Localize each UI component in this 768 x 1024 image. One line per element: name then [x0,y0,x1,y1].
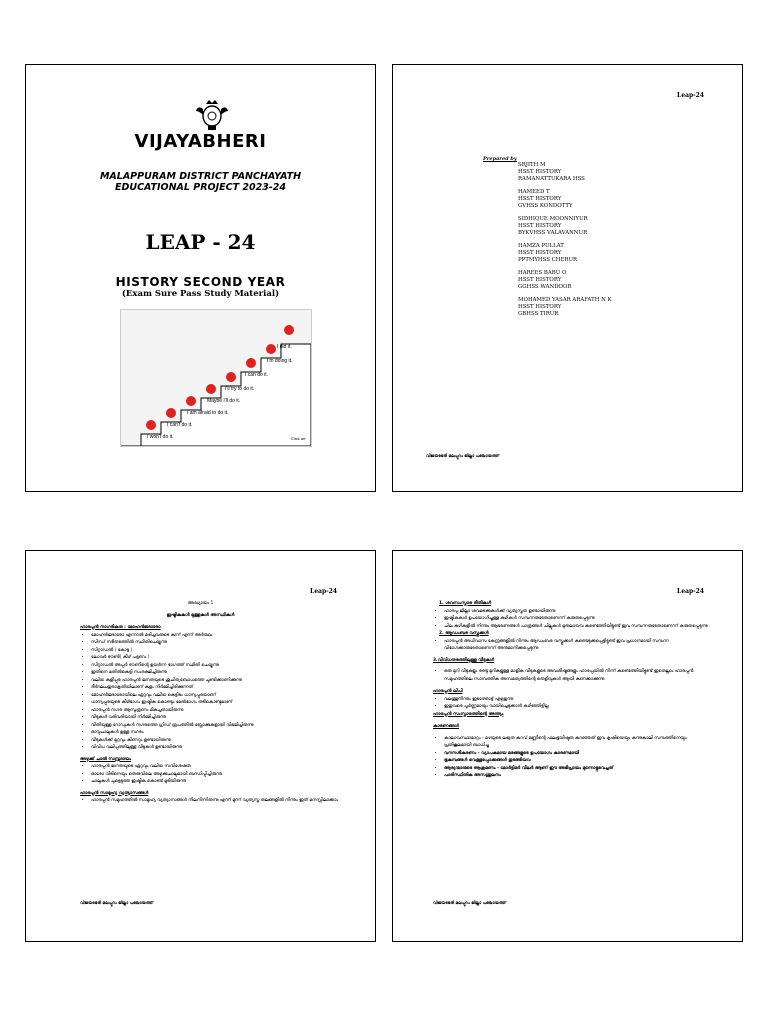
page-header: Leap-24 [677,92,704,99]
page-footer: വിജയഭേരി മലപ്പുറം ജില്ലാ പഞ്ചായത്ത് [80,900,154,905]
section-heading: ഹാരപ്പൻ സാമൂഹ്യ വ്യത്യാസങ്ങൾ [80,790,149,796]
motivation-stairs-image [120,309,312,447]
preparers-page [392,64,743,492]
cover-page [25,64,376,492]
notes-page-1 [25,550,376,942]
subject-title: HISTORY SECOND YEAR [115,275,286,289]
stair-phrase-3: I can do it. [245,372,269,378]
bullet-list: • ഹാരപ്പ ജില്ലാ ശവമടക്കുകൾക്ക് വ്യത്യസ്തത ഉണ്ടായിരുന്നു • ഇഷ്ടികകൾ ഉപയോഗിച്ചുള്ള കുഴികൾ സമ്പന്നരുടേതാണെന്ന് കരുതപ്പെടുന്നു • ചില കുഴികളിൽ നിന്നും ആഭരണങ്ങൾ പാത്രങ്ങൾ ചില്ലുകൾ മുതലായവ കണ്ടെത്തിയിട്ടുണ്ട് ഇവ സമ്പന്നരുടേതാണെന്ന് കരുതപ്പെടുന്നു [433,608,713,631]
bullet-list: • വലത്തുനിന്നും ഇടത്തോട്ട് എഴുതുന്നു • ഇതുവരെ പൂർണ്ണമായും വായിച്ചെടുക്കാൻ കഴിഞ്ഞിട്ടില്ല [433,696,713,711]
cover-title: VIJAYABHERI [134,131,267,152]
page-footer: വിജയഭേരി മലപ്പുറം ജില്ലാ പഞ്ചായത്ത് [433,900,507,905]
preparer-entry: SIDHIQUE MOONNIYUR HSST HISTORY BYKVHSS VALAVANNUR [518,216,588,236]
page-footer: വിജയഭേരി മലപ്പുറം ജില്ലാ പഞ്ചായത്ത് [426,453,500,458]
stair-phrase-7: I can't do it. [167,422,193,428]
stair-phrase-2: I'm doing it. [267,358,293,364]
district-line-1: MALAPPURAM DISTRICT PANCHAYATH [99,171,302,182]
bullet-list: • ഹാരപ്പൻ സമൂഹത്തിൽ സാമൂഹ്യ വ്യത്യാസങ്ങൾ നിലനിന്നിരുന്നു എന്ന് മൂന്ന് വ്യത്യസ്ത തലങ്ങളിൽ നിന്നും ഇത് മനസ്സിലാക്കാം [80,797,350,805]
stair-phrase-1: I did it. [277,344,292,350]
subtitle: (Exam Sure Pass Study Material) [121,289,280,299]
stair-footer: Click art [291,436,306,441]
preparer-entry: MOHAMED YASAR ARAFATH N K HSST HISTORY GBHSS TIRUR [518,297,612,317]
chapter-number: അദ്ധ്യായം 1 [187,601,214,606]
bullet-list: • ഹാരപ്പൻ ജനതയുടെ ഏറ്റവും വലിയ സവിശേഷത • ഓരോ വീടിനെയും തെരുവിലെ അഴുക്കുചാലുമായി ബന്ധിപ്പിച്ചിരുന്നു • ചാലുകൾ ചുട്ടെടുത്ത ഇഷ്ടിക കൊണ്ട് മൂടിയിരുന്നു [80,763,350,786]
stair-phrase-5: Maybe I'll do it. [207,398,241,404]
preparer-entry: HAMZA PULLAT HSST HISTORY PPTMYHSS CHERUR [518,243,578,263]
stair-phrase-4: I'll try to do it. [225,386,255,392]
page-header: Leap-24 [310,588,337,595]
section-heading: ഹാരപ്പൻ സംസ്കാരത്തിന്റെ അന്ത്യം [433,711,504,717]
leap-title: LEAP - 24 [145,230,256,254]
district-line-2: EDUCATIONAL PROJECT 2023-24 [115,182,286,193]
bullet-list: • മോഹൻജദാരോ എന്നാൽ മരിച്ചവരുടെ കുന്ന് എന്ന് അർത്ഥം • സിന്ധ് നദീതടത്തിൽ സ്ഥിതിചെയ്യുന്നു • സിറ്റാഡൽ ( കോട്ട ) • ലോവർ ടൗൺ( കീഴ് പട്ടണം ) • സിറ്റാഡൽ അപ്പർ ടൗണിന്റെ ഉയർന്ന ഭാഗത്ത് സ്ഥിതി ചെയ്യുന്നു • ഇതിനെ മതിൽകെട്ടി സംരക്ഷിച്ചിരുന്നു • വലിയ കുളിപ്പുര ഹാരപ്പൻ ജനതയുടെ ശുചിത്വബോധത്തെ ചൂണ്ടിക്കാണിക്കുന്നു • ദീർഘചതുരാകൃതിയിലാണ് കുളം നിർമ്മിച്ചിരിക്കുന്നത് • മോഹൻജദാരോയിലെ ഏറ്റവും വലിയ കെട്ടിടം ധാന്യപ്പുരയാണ് • ധാന്യപ്പുരയുടെ കീഴ്ഭാഗം ഇഷ്ടിക കൊണ്ടും മേൽഭാഗം തടികൊണ്ടുമാണ് • ഹാരപ്പൻ നഗര ആസൂത്രണം മികച്ചതായിരുന്നു • വീടുകൾ വരിവരിയായി നിർമ്മിച്ചിരുന്നു • വീതിയുള്ള റോഡുകൾ നഗരത്തെ ഗ്രിഡ് രൂപത്തിൽ ബ്ലോക്കുകളായി വിഭജിച്ചിരുന്നു • ഓവുചാലുകൾ ഉള്ള നഗരം • വീടുകൾക്ക് മുറ്റവും കിണറും ഉണ്ടായിരുന്നു • വിവിധ വലിപ്പത്തിലുള്ള വീടുകൾ ഉണ്ടായിരുന്നു [80,632,350,752]
stair-phrase-8: I won't do it. [147,434,174,440]
section-heading: 2. ആഡംബര വസ്തുക്കൾ [439,631,489,636]
bullet-list: • ഒരു മുറി വീടുകളും രണ്ടു മുറികളുള്ള മാളിക വീടുകളുടെ അവശിഷ്ടങ്ങളും ഹാരപ്പയിൽ നിന്ന് കണ്ടെത്തിയിട്ടുണ്ട് ഇതെല്ലാം ഹാരപ്പൻ സമൂഹത്തിലെ സാമ്പത്തിക അസമത്വത്തിന്റെ തെളിവുകൾ ആയി കണക്കാക്കുന്നു [433,668,713,683]
bullet-list: • ഹാരപ്പൻ അധിവാസ കേന്ദ്രങ്ങളിൽ നിന്നും ആഡംബര വസ്തുക്കൾ കണ്ടെടുക്കപ്പെട്ടിട്ടുണ്ട് ഇവ പ്രധാനമായി സമ്പന്ന വിഭാഗക്കാരുടേതാണെന്ന് അനുമാനിക്കപ്പെടുന്നു [433,638,713,653]
section-heading: 3.വിവിധതരത്തിലുള്ള വീടുകൾ [433,657,495,663]
section-heading: 1. ശവസംസ്കാര രീതികൾ [439,601,492,606]
stair-phrase-6: I am afraid to do it. [187,410,229,416]
kerala-emblem-icon [194,99,230,133]
chapter-body [80,624,350,805]
chapter-title: ഇഷ്ടികകൾ മുത്തുകൾ അസ്ഥികൾ [166,613,235,618]
section-heading: ഹാരപ്പൻ നാഗരികത : മോഹൻജദാരോ [80,625,161,630]
page-header: Leap-24 [677,588,704,595]
section-heading: കാരണങ്ങൾ [433,724,459,729]
preparer-entry: HAMEED T HSST HISTORY GVHSS KONDOTTY [518,189,573,209]
bullet-list: • കാലാവസ്ഥാമാറ്റം - മഴയുടെ ലഭ്യത കുറവ് മണ്ണിന്റെ ഫലഭൂയിഷ്ഠത കുറഞ്ഞത് ഇവ കൃഷിയെയും കന്നുകാലി സമ്പത്തിനെയും പ്രതികൂലമായി ബാധിച്ചു • വനനശീകരണം - വ്യാപകമായ മരങ്ങളുടെ ഉപയോഗം കാരണമായി • ഭൂകമ്പങ്ങൾ വെള്ളപ്പൊക്കങ്ങൾ തുടങ്ങിയവ • ആര്യന്മാരുടെ ആക്രമണം - മോർട്ടിമർ വീലർ ആണ് ഈ അഭിപ്രായം മുന്നോട്ടുവെച്ചത് • പാരിസ്ഥിതിക അസന്തുലനം [433,735,713,780]
preparer-entry: SRJITH M HSST HISTORY RAMANATTUKARA HSS [518,162,585,182]
preparers-list [518,162,612,324]
section-heading: ഹാരപ്പൻ ലിപി [433,689,463,694]
notes-page-2 [392,550,743,942]
preparer-entry: HAREES BABU O HSST HISTORY GGHSS WANDOOR [518,270,572,290]
chapter-body [433,600,713,780]
prepared-by-label: Prepared by [483,156,517,162]
section-heading: അഴുക്ക് ചാൽ സമ്പ്രദായം [80,756,132,762]
